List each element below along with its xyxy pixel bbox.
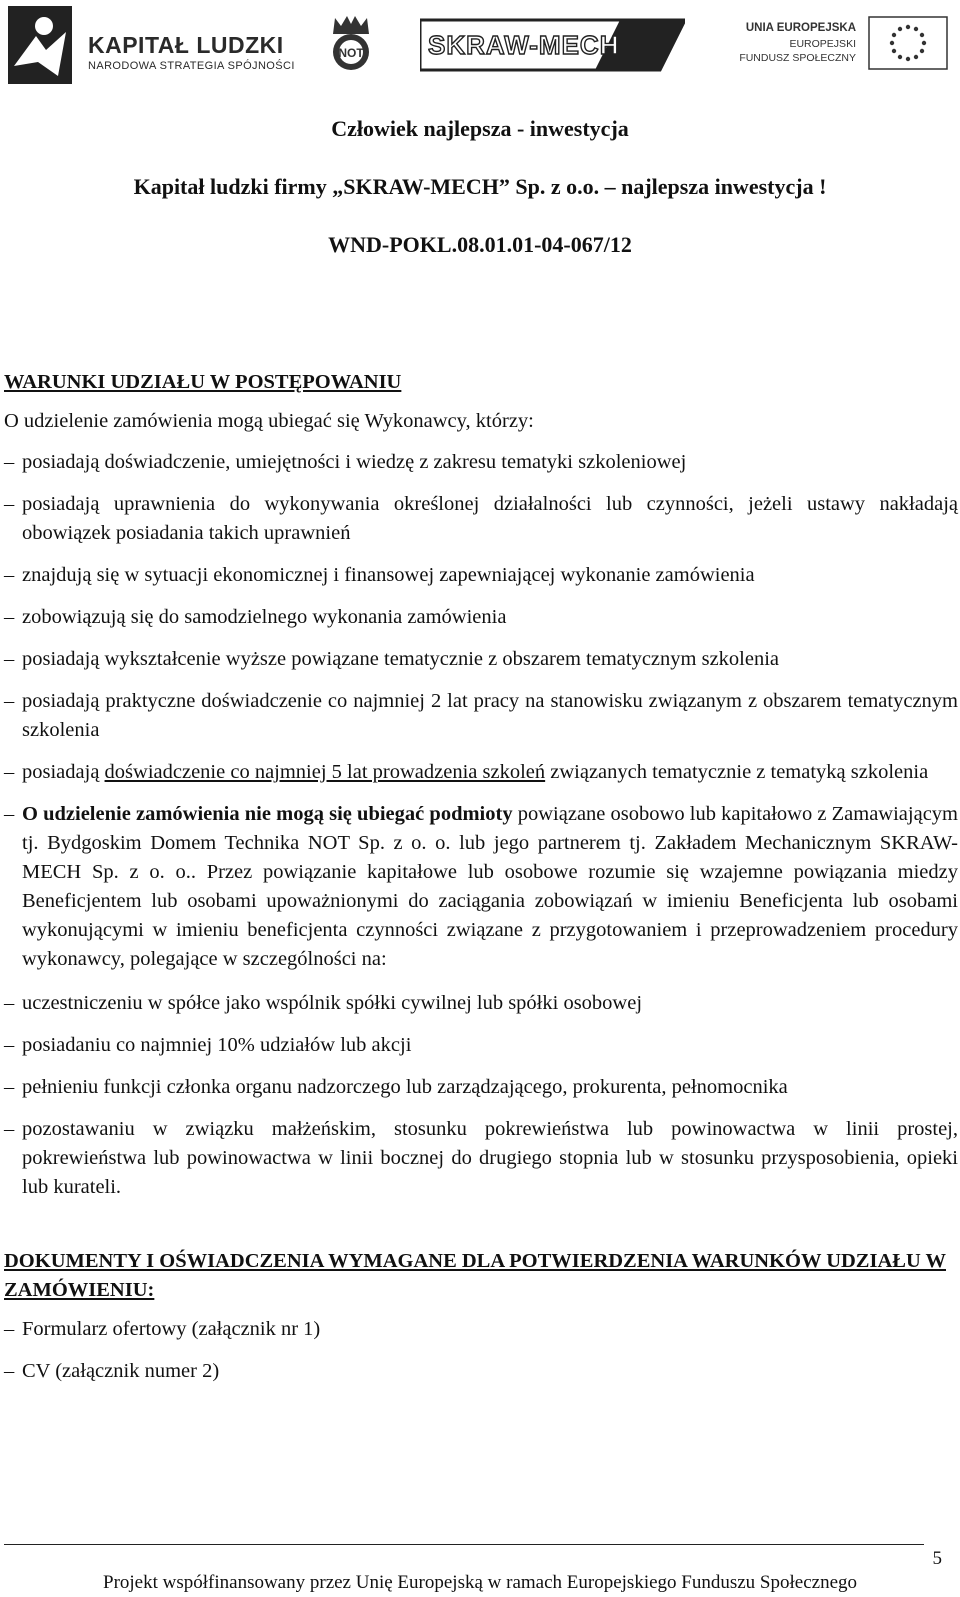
eu-logo-line3: FUNDUSZ SPOŁECZNY [739, 52, 856, 64]
dash-bullet: – [4, 992, 15, 1014]
eu-logo-line1: UNIA EUROPEJSKA [745, 22, 856, 34]
kapital-ludzki-logo [8, 6, 295, 84]
dash-bullet: – [4, 564, 15, 586]
list-item-text: zobowiązują się do samodzielnego wykonania zamówienia [22, 606, 507, 628]
dash-bullet: – [4, 648, 15, 670]
dash-bullet: – [4, 493, 15, 515]
dash-bullet: – [4, 803, 15, 825]
section-heading-conditions: WARUNKI UDZIAŁU W POSTĘPOWANIU [4, 371, 402, 393]
footer-rule [4, 1544, 924, 1545]
dash-bullet: – [4, 690, 15, 712]
project-title: Człowiek najlepsza - inwestycja [331, 116, 629, 141]
list-item-text-prefix: posiadają [22, 761, 105, 783]
list-item-exclusion [4, 800, 958, 974]
list-subitem-text: pozostawaniu w związku małżeńskim, stosunku pokrewieństwa lub powinowactwa w linii prostej, pokrewieństwa lub powinowactwa w linii bocznej do drugiego stopnia lub w stosunku przysposobienia, opieki lub kurateli. [22, 1118, 958, 1198]
section-intro: O udzielenie zamówienia mogą ubiegać się Wykonawcy, którzy: [4, 410, 534, 432]
list-subitem [4, 1073, 958, 1102]
exclusion-text: powiązane osobowo lub kapitałowo z Zamawiającym tj. Bydgoskim Domem Technika NOT Sp. z o. o. lub jego partnerem tj. Zakładem Mechanicznym SKRAW-MECH Sp. z o. o.. Przez powiązanie kapitałowe lub osobowe rozumie się wzajemne powiązania miedzy Beneficjentem lub osobami upoważnionymi do zaciągania zobowiązań w imieniu Beneficjenta lub osobami wykonującymi w imieniu beneficjenta czynności związane z przygotowaniem i przeprowadzeniem procedury wykonawcy, polegające w szczególności na: [22, 803, 958, 970]
exclusion-bold-text: O udzielenie zamówienia nie mogą się ubiegać podmioty [22, 803, 513, 825]
dash-bullet: – [4, 1360, 15, 1382]
list-item [4, 1315, 958, 1344]
skraw-mech-logo-text: SKRAW-MECH [428, 30, 620, 60]
kapital-ludzki-emblem-icon [8, 6, 72, 84]
dash-bullet: – [4, 1034, 15, 1056]
list-subitem-text: pełnieniu funkcji członka organu nadzorczego lub zarządzającego, prokurenta, pełnomocnika [22, 1076, 788, 1098]
list-subitem-text: posiadaniu co najmniej 10% udziałów lub akcji [22, 1034, 412, 1056]
section-heading-documents: DOKUMENTY I OŚWIADCZENIA WYMAGANE DLA POTWIERDZENIA WARUNKÓW UDZIAŁU W ZAMÓWIENIU: [4, 1250, 946, 1301]
eu-logo-line2: EUROPEJSKI [789, 38, 856, 50]
project-number: WND-POKL.08.01.01-04-067/12 [328, 232, 632, 257]
dash-bullet: – [4, 761, 15, 783]
kapital-ludzki-title: KAPITAŁ LUDZKI [88, 32, 284, 58]
kapital-ludzki-subtitle: NARODOWA STRATEGIA SPÓJNOŚCI [88, 60, 295, 72]
list-item-text: znajdują się w sytuacji ekonomicznej i finansowej zapewniającej wykonanie zamówienia [22, 564, 755, 586]
list-item [4, 758, 958, 787]
not-logo [325, 12, 377, 74]
list-item [4, 561, 958, 590]
dash-bullet: – [4, 451, 15, 473]
eu-logo [728, 16, 948, 72]
header-logos [0, 0, 960, 95]
list-item [4, 645, 958, 674]
dash-bullet: – [4, 606, 15, 628]
list-subitem-text: uczestniczeniu w spółce jako wspólnik spółki cywilnej lub spółki osobowej [22, 992, 643, 1014]
eu-flag-icon [868, 16, 948, 70]
list-subitem [4, 1031, 958, 1060]
page-number: 5 [932, 1548, 942, 1569]
list-subitem [4, 989, 958, 1018]
list-subitem [4, 1115, 958, 1202]
footer-text: Projekt współfinansowany przez Unię Europejską w ramach Europejskiego Funduszu Społecznego [103, 1572, 857, 1593]
list-item-text: CV (załącznik numer 2) [22, 1360, 220, 1382]
list-item-text: posiadają uprawnienia do wykonywania określonej działalności lub czynności, jeżeli ustawy nakładają obowiązek posiadania takich uprawnień [22, 493, 958, 544]
project-subtitle: Kapitał ludzki firmy „SKRAW-MECH” Sp. z o.o. – najlepsza inwestycja ! [133, 174, 827, 199]
not-emblem-icon [325, 12, 377, 74]
skraw-mech-logo [420, 16, 685, 72]
not-logo-text: NOT [338, 46, 364, 60]
list-item [4, 490, 958, 548]
list-item-text-underlined: doświadczenie co najmniej 5 lat prowadzenia szkoleń [104, 761, 546, 783]
list-item-text: posiadają doświadczenie, umiejętności i wiedzę z zakresu tematyki szkoleniowej [22, 451, 687, 473]
list-item [4, 687, 958, 745]
dash-bullet: – [4, 1318, 15, 1340]
list-item-text: posiadają praktyczne doświadczenie co najmniej 2 lat pracy na stanowisku związanym z obszarem tematycznym szkolenia [22, 690, 958, 741]
dash-bullet: – [4, 1118, 15, 1140]
list-item-text: posiadają wykształcenie wyższe powiązane tematycznie z obszarem tematycznym szkolenia [22, 648, 780, 670]
document-body [4, 368, 958, 1399]
list-item [4, 1357, 958, 1386]
dash-bullet: – [4, 1076, 15, 1098]
list-item-text-suffix: związanych tematycznie z tematyką szkolenia [545, 761, 929, 783]
list-item [4, 448, 958, 477]
list-item-text: Formularz ofertowy (załącznik nr 1) [22, 1318, 321, 1340]
list-item [4, 603, 958, 632]
skraw-mech-emblem-icon [420, 16, 685, 72]
